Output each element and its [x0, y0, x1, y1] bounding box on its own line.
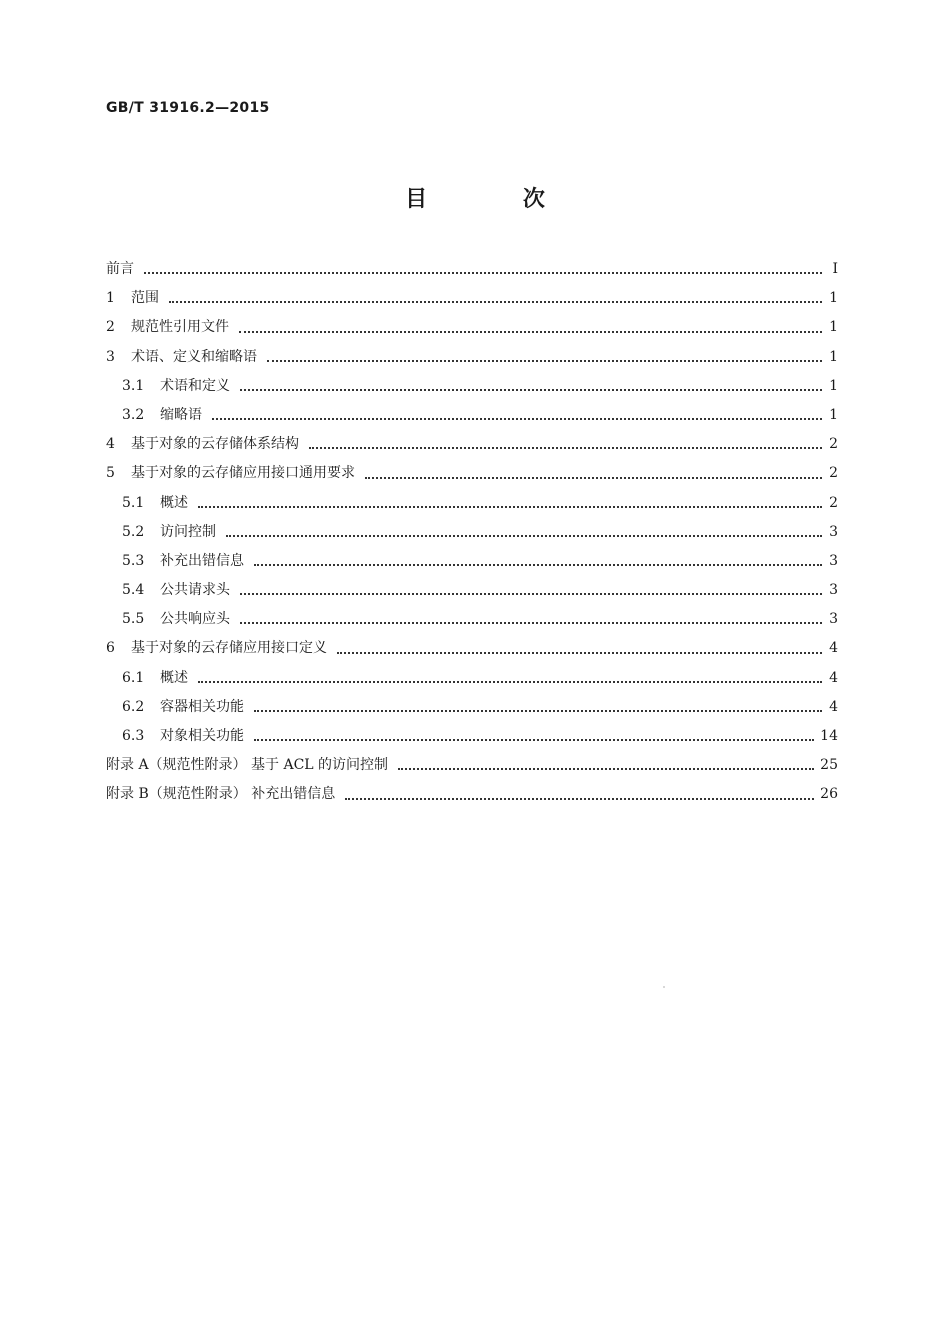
toc-entry-label: 附录 B（规范性附录） 补充出错信息 [106, 786, 336, 803]
dot-leader [198, 681, 822, 683]
dot-leader [254, 564, 822, 566]
toc-entry-page: 1 [829, 377, 838, 394]
toc-entry-number: 5.5 [122, 611, 145, 628]
scan-speck [663, 986, 665, 988]
toc-entry-number: 5.2 [122, 523, 145, 540]
toc-entry-label: 基于对象的云存储体系结构 [131, 436, 299, 453]
toc-entry-page: 1 [829, 348, 838, 365]
toc-entry-number: 3.2 [122, 406, 145, 423]
toc-entry-page: 3 [829, 611, 838, 628]
toc-entry-number: 6.1 [122, 669, 145, 686]
toc-entry-label: 补充出错信息 [160, 552, 244, 569]
toc-entry-5-1[interactable] [106, 492, 838, 521]
toc-entry-6-2[interactable] [106, 696, 838, 725]
toc-entry-page: 3 [829, 582, 838, 599]
toc-entry-6-1[interactable] [106, 667, 838, 696]
toc-entry-page: 1 [829, 319, 838, 336]
toc-entry-label: 访问控制 [160, 523, 216, 540]
toc-entry-page: 25 [820, 757, 838, 774]
toc-entry-number: 5.3 [122, 552, 145, 569]
dot-leader [212, 418, 822, 420]
toc-entry-label: 范围 [131, 290, 159, 307]
toc-entry-label: 公共响应头 [160, 611, 230, 628]
toc-entry-label: 基于对象的云存储应用接口通用要求 [131, 465, 355, 482]
toc-entry-foreword[interactable] [106, 258, 838, 287]
dot-leader [337, 652, 822, 654]
toc-entry-page: 4 [829, 669, 838, 686]
toc-entry-6-3[interactable] [106, 725, 838, 754]
toc-entry-page: 3 [829, 523, 838, 540]
dot-leader [240, 389, 822, 391]
dot-leader [239, 331, 822, 333]
dot-leader [398, 768, 814, 770]
toc-entry-5-2[interactable] [106, 521, 838, 550]
toc-entry-page: 4 [829, 640, 838, 657]
toc-entry-number: 6.3 [122, 728, 145, 744]
toc-entry-label: 缩略语 [160, 406, 202, 423]
toc-entry-number: 2 [106, 319, 115, 336]
toc-entry-number: 3 [106, 348, 115, 365]
toc-entry-label: 附录 A（规范性附录） 基于 ACL 的访问控制 [106, 757, 389, 774]
dot-leader [169, 301, 822, 303]
toc-entry-label: 对象相关功能 [160, 728, 244, 744]
toc-entry-3[interactable] [106, 346, 838, 375]
toc-entry-3-1[interactable] [106, 375, 838, 404]
toc-entry-6[interactable] [106, 637, 838, 666]
toc-entry-page: 14 [820, 728, 838, 744]
dot-leader [144, 272, 822, 274]
toc-entry-annex-b[interactable] [106, 783, 838, 812]
dot-leader [240, 622, 822, 624]
toc-entry-page: 1 [829, 406, 838, 423]
toc-entry-5-4[interactable] [106, 579, 838, 608]
dot-leader [254, 739, 814, 741]
toc-entry-number: 5.1 [122, 494, 145, 511]
toc-entry-annex-a[interactable] [106, 754, 838, 783]
toc-entry-5[interactable] [106, 462, 838, 491]
toc-entry-number: 5.4 [122, 582, 145, 599]
toc-entry-1[interactable] [106, 287, 838, 316]
toc-entry-label: 公共请求头 [160, 582, 230, 599]
toc-entry-page: 3 [829, 552, 838, 569]
toc-entry-5-3[interactable] [106, 550, 838, 579]
toc-entry-page: 1 [829, 290, 838, 307]
toc-entry-page: 2 [829, 436, 838, 453]
dot-leader [226, 535, 822, 537]
toc-entry-number: 4 [106, 436, 115, 453]
toc-entry-label: 术语、定义和缩略语 [131, 348, 257, 365]
toc-entry-4[interactable] [106, 433, 838, 462]
toc-entry-label: 概述 [160, 669, 188, 686]
dot-leader [365, 477, 822, 479]
toc-entry-label: 基于对象的云存储应用接口定义 [131, 640, 327, 657]
toc-entry-label: 规范性引用文件 [131, 319, 229, 336]
toc-entry-number: 6.2 [122, 698, 145, 715]
toc-entry-page: Ⅰ [832, 261, 838, 277]
toc-entry-number: 5 [106, 465, 115, 482]
toc-entry-number: 3.1 [122, 377, 145, 394]
dot-leader [198, 506, 822, 508]
page-title: 目 次 [405, 187, 589, 212]
toc-entry-number: 6 [106, 640, 115, 657]
toc-entry-number: 1 [106, 290, 115, 307]
toc-entry-page: 26 [820, 786, 838, 803]
toc-entry-5-5[interactable] [106, 608, 838, 637]
toc-entry-label: 概述 [160, 494, 188, 511]
toc-entry-2[interactable] [106, 316, 838, 345]
toc-entry-page: 2 [829, 465, 838, 482]
dot-leader [254, 710, 822, 712]
dot-leader [240, 593, 822, 595]
table-of-contents [106, 258, 838, 813]
dot-leader [267, 360, 822, 362]
toc-entry-label: 前言 [106, 261, 134, 277]
toc-entry-page: 2 [829, 494, 838, 511]
standard-code: GB/T 31916.2—2015 [106, 100, 270, 116]
toc-entry-page: 4 [829, 698, 838, 715]
toc-entry-label: 术语和定义 [160, 377, 230, 394]
dot-leader [345, 798, 814, 800]
toc-entry-3-2[interactable] [106, 404, 838, 433]
dot-leader [309, 447, 822, 449]
toc-entry-label: 容器相关功能 [160, 698, 244, 715]
